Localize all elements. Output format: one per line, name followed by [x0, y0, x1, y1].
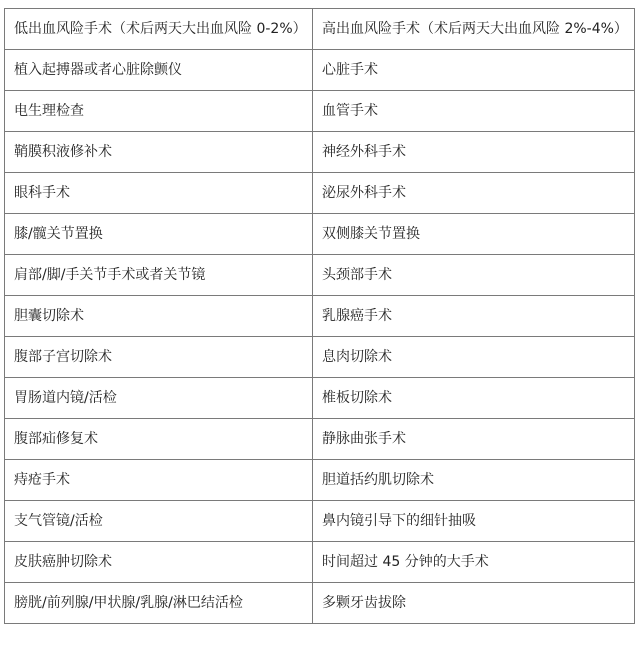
low-risk-procedure-cell: 支气管镜/活检: [5, 501, 313, 542]
table-row: [5, 296, 635, 337]
low-risk-procedure-cell: 肩部/脚/手关节手术或者关节镜: [5, 255, 313, 296]
high-risk-procedure-cell: 双侧膝关节置换: [313, 214, 635, 255]
high-risk-procedure-cell: 心脏手术: [313, 50, 635, 91]
table-row: [5, 378, 635, 419]
high-risk-procedure-cell: 乳腺癌手术: [313, 296, 635, 337]
high-risk-procedure-cell: 椎板切除术: [313, 378, 635, 419]
bleeding-risk-table: [4, 8, 635, 624]
table-row: [5, 91, 635, 132]
table-row: [5, 337, 635, 378]
low-risk-procedure-cell: 胃肠道内镜/活检: [5, 378, 313, 419]
header-low-risk: 低出血风险手术（术后两天大出血风险 0-2%）: [5, 9, 313, 50]
table-body: [5, 9, 635, 624]
table-row: [5, 419, 635, 460]
high-risk-procedure-cell: 血管手术: [313, 91, 635, 132]
low-risk-procedure-cell: 鞘膜积液修补术: [5, 132, 313, 173]
low-risk-procedure-cell: 眼科手术: [5, 173, 313, 214]
low-risk-procedure-cell: 电生理检查: [5, 91, 313, 132]
low-risk-procedure-cell: 植入起搏器或者心脏除颤仪: [5, 50, 313, 91]
table-row: [5, 460, 635, 501]
low-risk-procedure-cell: 腹部疝修复术: [5, 419, 313, 460]
high-risk-procedure-cell: 头颈部手术: [313, 255, 635, 296]
low-risk-procedure-cell: 痔疮手术: [5, 460, 313, 501]
table-row: [5, 542, 635, 583]
high-risk-procedure-cell: 神经外科手术: [313, 132, 635, 173]
header-high-risk: 高出血风险手术（术后两天大出血风险 2%-4%）: [313, 9, 635, 50]
low-risk-procedure-cell: 胆囊切除术: [5, 296, 313, 337]
table-row: [5, 132, 635, 173]
low-risk-procedure-cell: 膝/髋关节置换: [5, 214, 313, 255]
low-risk-procedure-cell: 膀胱/前列腺/甲状腺/乳腺/淋巴结活检: [5, 583, 313, 624]
table-row: [5, 501, 635, 542]
high-risk-procedure-cell: 时间超过 45 分钟的大手术: [313, 542, 635, 583]
high-risk-procedure-cell: 多颗牙齿拔除: [313, 583, 635, 624]
table-row: [5, 583, 635, 624]
bleeding-risk-table-container: [4, 8, 634, 624]
table-row: [5, 50, 635, 91]
high-risk-procedure-cell: 息肉切除术: [313, 337, 635, 378]
table-row: [5, 255, 635, 296]
high-risk-procedure-cell: 胆道括约肌切除术: [313, 460, 635, 501]
low-risk-procedure-cell: 皮肤癌肿切除术: [5, 542, 313, 583]
high-risk-procedure-cell: 鼻内镜引导下的细针抽吸: [313, 501, 635, 542]
table-row: [5, 173, 635, 214]
high-risk-procedure-cell: 泌尿外科手术: [313, 173, 635, 214]
table-row: [5, 214, 635, 255]
table-header-row: [5, 9, 635, 50]
high-risk-procedure-cell: 静脉曲张手术: [313, 419, 635, 460]
low-risk-procedure-cell: 腹部子宫切除术: [5, 337, 313, 378]
